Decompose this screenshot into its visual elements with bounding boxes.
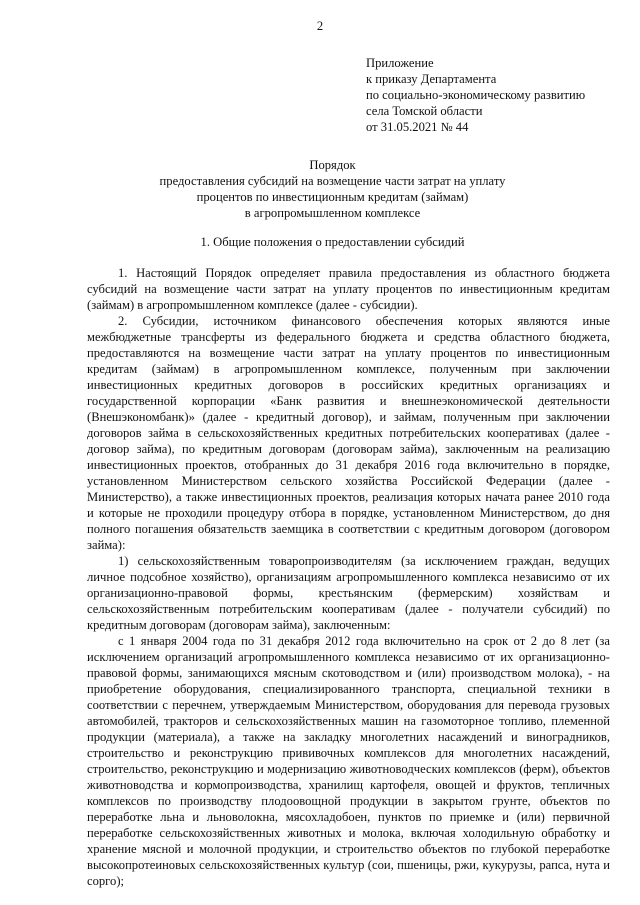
appendix-header (366, 55, 626, 135)
paragraph: с 1 января 2004 года по 31 декабря 2012 года включительно на срок от 2 до 8 лет (за исключением организаций агропромышленного комплекса независимо от их организационно-правовой формы, занимающихся мясным скотоводством и (или) производством молока), - на приобретение оборудования, специализированного транспорта, специальной техники в соответствии с перечнем, утверждаемым Министерством, оборудования для перевода грузовых автомобилей, тракторов и сельскохозяйственных машин на газомоторное топливо, племенной продукции (материала), а также на закладку многолетних насаждений и виноградников, строительство и реконструкцию прививочных комплексов для многолетних насаждений, строительство, реконструкцию и модернизацию животноводческих комплексов (ферм), объектов животноводства и кормопроизводства, хранилищ картофеля, овощей и фруктов, тепличных комплексов по производству плодоовощной продукции в закрытом грунте, объектов по переработке льна и льноволокна, мясохладобоен, пунктов по приемке и (или) первичной переработке сельскохозяйственных животных и молока, включая холодильную обработку и хранение мясной и молочной продукции, и строительство объектов по глубокой переработке высокопротеиновых сельскохозяйственных культур (сои, пшеницы, ржи, кукурузы, рапса, нута и сорго); (87, 634, 610, 888)
title-line: в агропромышленном комплексе (244, 206, 421, 220)
document-title (80, 157, 585, 221)
paragraph: 1. Настоящий Порядок определяет правила предоставления из областного бюджета субсидий на возмещение части затрат на уплату процентов по инвестиционным кредитам (займам) в агропромышленном комплексе (далее - субсидии). (87, 266, 610, 312)
appendix-line: от 31.05.2021 № 44 (366, 120, 469, 134)
section-heading: 1. Общие положения о предоставлении субсидий (200, 235, 465, 249)
appendix-line: села Томской области (366, 104, 483, 118)
appendix-line: Приложение (366, 56, 434, 70)
title-line: предоставления субсидий на возмещение части затрат на уплату (159, 174, 506, 188)
page-number: 2 (316, 19, 324, 33)
paragraph: 1) сельскохозяйственным товаропроизводителям (за исключением граждан, ведущих личное подсобное хозяйство), организациям агропромышленного комплекса независимо от их организационно-правовой формы, крестьянским (фермерским) хозяйствам и сельскохозяйственным потребительским кооперативам (далее - получатели субсидий) по кредитным договорам (договорам займа), заключенным: (87, 554, 610, 632)
title-line: процентов по инвестиционным кредитам (займам) (196, 190, 469, 204)
document-body (87, 265, 610, 889)
appendix-line: по социально-экономическому развитию (366, 88, 586, 102)
paragraph: 2. Субсидии, источником финансового обеспечения которых являются иные межбюджетные трансферты из федерального бюджета и средства областного бюджета, предоставляются на возмещение части затрат на уплату процентов по инвестиционным кредитам (займам) в агропромышленном комплексе, полученным при заключении инвестиционных кредитных договоров в российских кредитных организациях и государственной корпорации «Банк развития и внешнеэкономической деятельности (Внешэкономбанк)» (далее - кредитный договор), и займам, полученным при заключении договоров займа в сельскохозяйственных кредитных потребительских кооперативах (далее - договор займа), по кредитным договорам (договорам займа), заключенным на реализацию инвестиционных проектов, отобранных до 31 декабря 2016 года включительно в порядке, установленном Министерством сельского хозяйства Российской Федерации (далее - Министерство), а также инвестиционных проектов, реализация которых начата ранее 2010 года и которые не проходили процедуру отбора в порядке, установленном Министерством, до дня полного погашения обязательств заемщика в соответствии с кредитным договором (договором займа): (87, 314, 610, 552)
title-line: Порядок (309, 158, 356, 172)
appendix-line: к приказу Департамента (366, 72, 497, 86)
